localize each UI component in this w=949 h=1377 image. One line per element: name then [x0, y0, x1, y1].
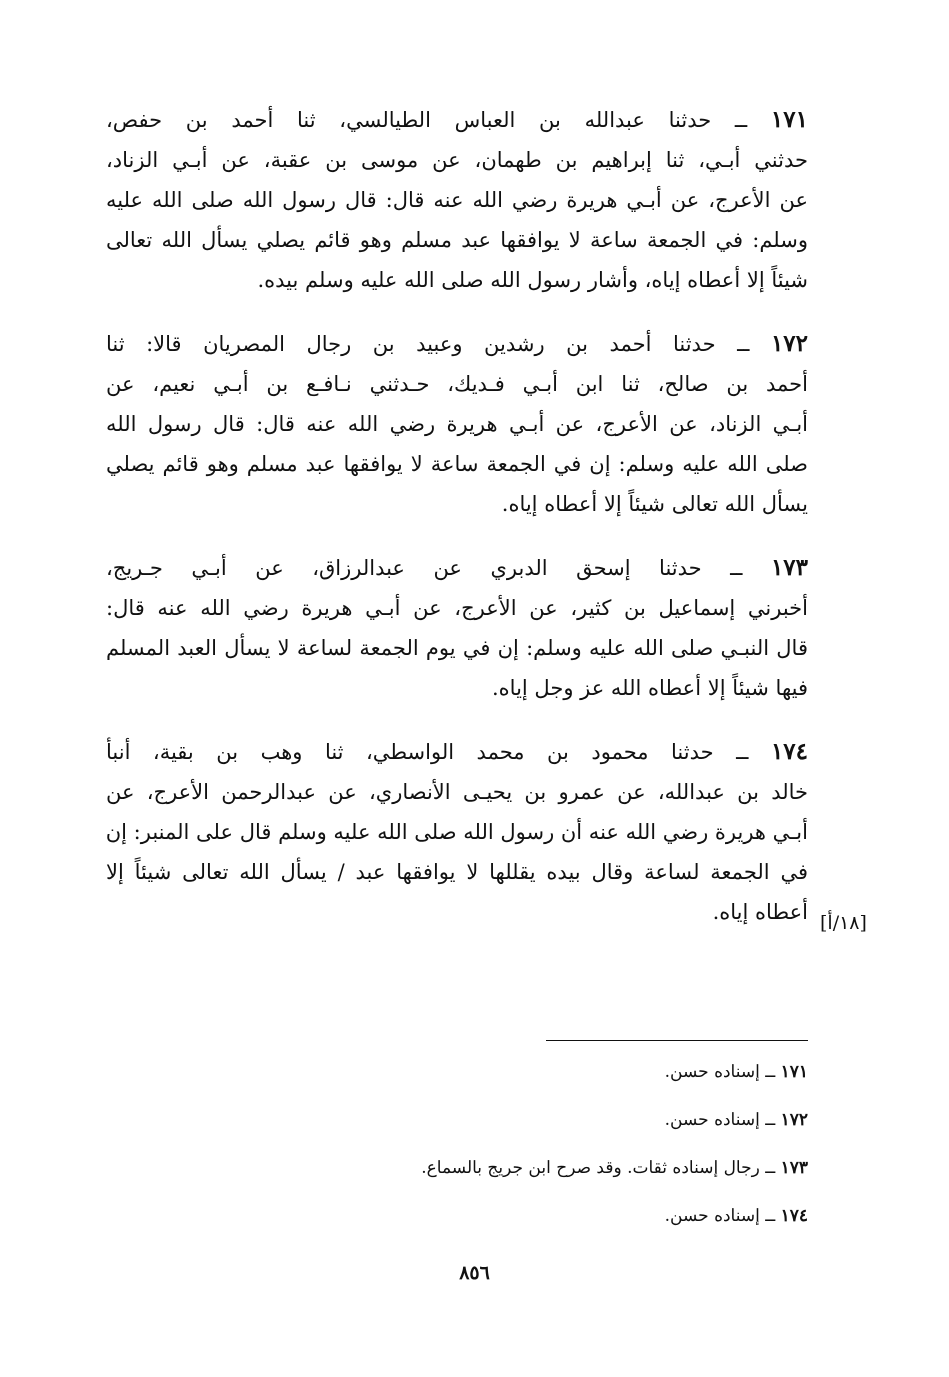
hadith-line: قال النبـي صلى الله عليه وسلم: إن في يوم الجمعة لساعة لا يسأل العبد المسلم	[106, 636, 808, 660]
hadith-line-text: ــ حدثنا عبدالله بن العباس الطيالسي، ثنا أحمد بن حفص،	[106, 108, 748, 132]
hadith-line: عن الأعرج، عن أبـي هريرة رضي الله عنه قال: قال رسول الله صلى الله عليه	[106, 188, 808, 212]
main-text	[106, 100, 808, 932]
footnote-number: ١٧٤	[780, 1206, 808, 1226]
hadith-line: خالد بن عبدالله، عن عمرو بن يحيـى الأنصاري، عن عبدالرحمن الأعرج، عن	[106, 780, 808, 804]
footnote-item	[200, 1048, 808, 1096]
hadith-number: ١٧٣	[770, 554, 808, 581]
footnote-number: ١٧٢	[780, 1110, 808, 1130]
hadith-number: ١٧٢	[770, 330, 808, 357]
hadith-line: شيئاً إلا أعطاه إياه، وأشار رسول الله صلى الله عليه وسلم بيده.	[257, 268, 808, 292]
footnote-number: ١٧٣	[780, 1158, 808, 1178]
hadith-line	[106, 548, 808, 588]
hadith-line: فيها شيئاً إلا أعطاه الله عز وجل إياه.	[492, 676, 808, 700]
footnote-divider	[546, 1040, 808, 1041]
footnotes	[200, 1048, 808, 1240]
manuscript-folio-reference: [١٨/أ]	[820, 912, 867, 934]
hadith-line: أحمد بن صالح، ثنا ابن أبـي فـديك، حـدثني نـافـع بن أبـي نعيم، عن	[106, 372, 808, 396]
hadith-line: وسلم: في الجمعة ساعة لا يوافقها عبد مسلم وهو قائم يصلي يسأل الله تعالى	[106, 228, 808, 252]
hadith-174	[106, 732, 808, 932]
hadith-line	[106, 732, 808, 772]
hadith-line	[106, 100, 808, 140]
footnote-text: ــ إسناده حسن.	[664, 1206, 776, 1226]
footnote-item	[200, 1144, 808, 1192]
hadith-172	[106, 324, 808, 524]
hadith-line-text: ــ حدثنا أحمد بن رشدين وعبيد بن رجال المصريان قالا: ثنا	[106, 332, 750, 356]
footnote-text: ــ رجال إسناده ثقات. وقد صرح ابن جريج بالسماع.	[421, 1158, 776, 1178]
footnote-number: ١٧١	[780, 1062, 808, 1082]
hadith-line: يسأل الله تعالى شيئاً إلا أعطاه إياه.	[501, 492, 808, 516]
hadith-173	[106, 548, 808, 708]
hadith-number: ١٧٤	[770, 738, 808, 765]
hadith-line: أبـي هريرة رضي الله عنه أن رسول الله صلى الله عليه وسلم قال على المنبر: إن	[106, 820, 808, 844]
hadith-line: حدثني أبـي، ثنا إبراهيم بن طهمان، عن موسى بن عقبة، عن أبـي الزناد،	[106, 148, 808, 172]
footnote-item	[200, 1192, 808, 1240]
hadith-line: في الجمعة لساعة وقال بيده يقللها لا يوافقها عبد / يسأل الله تعالى شيئاً إلا	[106, 860, 808, 884]
footnote-text: ــ إسناده حسن.	[664, 1062, 776, 1082]
hadith-line: أبـي الزناد، عن الأعرج، عن أبـي هريرة رضي الله عنه قال: قال رسول الله	[106, 412, 808, 436]
hadith-line-text: ــ حدثنا إسحق الدبري عن عبدالرزاق، عن أبـي جـريج،	[106, 556, 743, 580]
hadith-line: أعطاه إياه.	[712, 900, 808, 924]
page-number: ٨٥٦	[459, 1262, 490, 1284]
footnote-item	[200, 1096, 808, 1144]
footnote-text: ــ إسناده حسن.	[664, 1110, 776, 1130]
hadith-line	[106, 324, 808, 364]
hadith-171	[106, 100, 808, 300]
hadith-line: صلى الله عليه وسلم: إن في الجمعة ساعة لا يوافقها عبد مسلم وهو قائم يصلي	[106, 452, 808, 476]
hadith-line-text: ــ حدثنا محمود بن محمد الواسطي، ثنا وهب بن بقية، أنبأ	[106, 740, 749, 764]
hadith-number: ١٧١	[770, 106, 808, 133]
hadith-line: أخبرني إسماعيل بن كثير، عن الأعرج، عن أبـي هريرة رضي الله عنه قال:	[106, 596, 808, 620]
